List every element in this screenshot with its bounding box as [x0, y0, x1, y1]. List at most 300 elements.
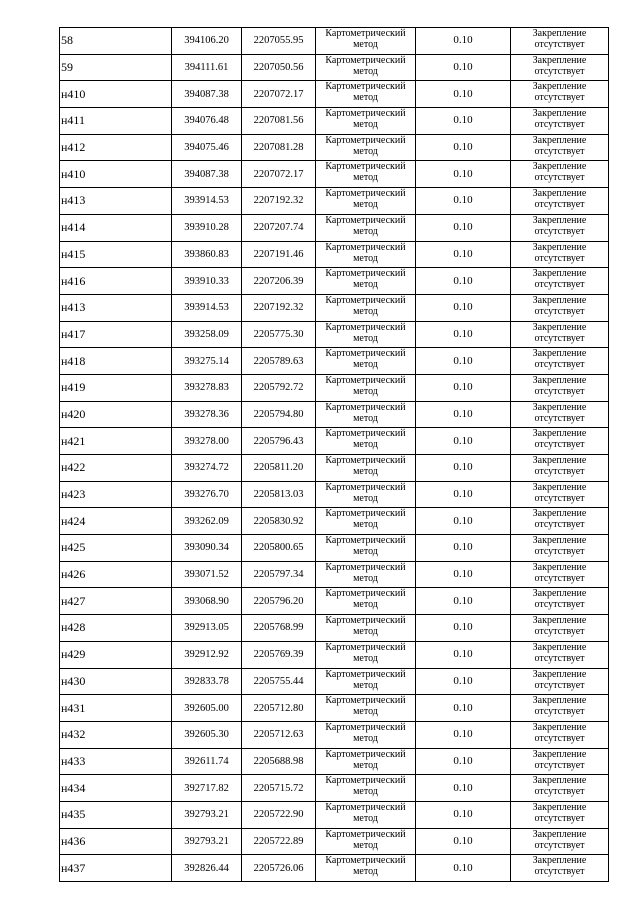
point-number-cell: н429	[60, 641, 172, 668]
accuracy-cell: 0.10	[416, 54, 511, 81]
table-row	[60, 668, 609, 695]
fixation-line-2: отсутствует	[534, 252, 585, 264]
fixation-line-2: отсутствует	[534, 279, 585, 291]
fixation-line-2: отсутствует	[534, 385, 585, 397]
x-coordinate-cell: 394087.38	[172, 81, 242, 108]
fixation-line-2: отсутствует	[534, 466, 585, 477]
y-coordinate-cell: 2205712.63	[242, 721, 316, 748]
x-coordinate-cell: 392913.05	[172, 615, 242, 642]
table-row	[60, 588, 609, 615]
y-coordinate-cell: 2207192.32	[242, 188, 316, 215]
method-line-2: метод	[353, 199, 378, 211]
point-number-cell: н413	[60, 294, 172, 321]
method-cell	[316, 161, 416, 188]
fixation-cell	[511, 54, 609, 81]
method-cell	[316, 481, 416, 508]
y-coordinate-cell: 2205813.03	[242, 481, 316, 508]
y-coordinate-cell: 2207191.46	[242, 241, 316, 268]
x-coordinate-cell: 392605.30	[172, 721, 242, 748]
point-number-cell: н426	[60, 561, 172, 588]
fixation-line-1: Закрепление	[532, 695, 587, 707]
fixation-cell	[511, 348, 609, 375]
x-coordinate-cell: 392793.21	[172, 828, 242, 855]
fixation-line-1: Закрепление	[532, 801, 587, 813]
table-row	[60, 108, 609, 135]
fixation-line-2: отсутствует	[534, 92, 585, 104]
fixation-cell	[511, 134, 609, 161]
y-coordinate-cell: 2207206.39	[242, 268, 316, 295]
y-coordinate-cell: 2205768.99	[242, 615, 316, 642]
table-row	[60, 241, 609, 268]
accuracy-cell: 0.10	[416, 214, 511, 241]
accuracy-cell: 0.10	[416, 615, 511, 642]
x-coordinate-cell: 394076.48	[172, 108, 242, 135]
fixation-line-1: Закрепление	[532, 561, 587, 573]
accuracy-cell: 0.10	[416, 668, 511, 695]
fixation-cell	[511, 374, 609, 401]
method-cell	[316, 188, 416, 215]
method-cell	[316, 428, 416, 455]
method-cell	[316, 28, 416, 55]
fixation-line-2: отсутствует	[534, 412, 585, 424]
fixation-line-2: отсутствует	[534, 759, 585, 771]
fixation-cell	[511, 828, 609, 855]
accuracy-cell: 0.10	[416, 188, 511, 215]
accuracy-cell: 0.10	[416, 588, 511, 615]
x-coordinate-cell: 393278.36	[172, 401, 242, 428]
method-cell	[316, 321, 416, 348]
accuracy-cell: 0.10	[416, 641, 511, 668]
point-number-cell: н425	[60, 535, 172, 562]
table-row	[60, 428, 609, 455]
method-line-1: Картометрический	[325, 428, 406, 440]
method-line-2: метод	[353, 572, 378, 584]
method-line-1: Картометрический	[325, 321, 406, 333]
method-line-2: метод	[353, 759, 378, 771]
method-line-1: Картометрический	[325, 828, 406, 840]
fixation-cell	[511, 188, 609, 215]
point-number-cell: н410	[60, 81, 172, 108]
y-coordinate-cell: 2205769.39	[242, 641, 316, 668]
table-row	[60, 161, 609, 188]
accuracy-cell: 0.10	[416, 161, 511, 188]
method-cell	[316, 108, 416, 135]
table-row	[60, 268, 609, 295]
x-coordinate-cell: 393275.14	[172, 348, 242, 375]
x-coordinate-cell: 394075.46	[172, 134, 242, 161]
fixation-cell	[511, 748, 609, 775]
method-line-1: Картометрический	[325, 641, 406, 653]
fixation-line-2: отсутствует	[534, 439, 585, 451]
accuracy-cell: 0.10	[416, 748, 511, 775]
y-coordinate-cell: 2207081.56	[242, 108, 316, 135]
method-cell	[316, 535, 416, 562]
method-line-1: Картометрический	[325, 775, 406, 787]
y-coordinate-cell: 2205789.63	[242, 348, 316, 375]
point-number-cell: н416	[60, 268, 172, 295]
fixation-line-1: Закрепление	[532, 81, 587, 93]
method-line-2: метод	[353, 679, 378, 691]
method-line-1: Картометрический	[325, 615, 406, 627]
fixation-cell	[511, 214, 609, 241]
x-coordinate-cell: 392717.82	[172, 775, 242, 802]
y-coordinate-cell: 2205755.44	[242, 668, 316, 695]
point-number-cell: н417	[60, 321, 172, 348]
method-cell	[316, 214, 416, 241]
point-number-cell: н413	[60, 188, 172, 215]
fixation-line-1: Закрепление	[532, 374, 587, 386]
table-row	[60, 508, 609, 535]
point-number-cell: н419	[60, 374, 172, 401]
x-coordinate-cell: 393910.33	[172, 268, 242, 295]
table-row	[60, 401, 609, 428]
method-cell	[316, 268, 416, 295]
y-coordinate-cell: 2205811.20	[242, 455, 316, 482]
point-number-cell: н433	[60, 748, 172, 775]
method-line-2: метод	[353, 119, 378, 131]
point-number-cell: н420	[60, 401, 172, 428]
method-cell	[316, 54, 416, 81]
fixation-cell	[511, 28, 609, 55]
y-coordinate-cell: 2205712.80	[242, 695, 316, 722]
y-coordinate-cell: 2207050.56	[242, 54, 316, 81]
fixation-cell	[511, 294, 609, 321]
accuracy-cell: 0.10	[416, 481, 511, 508]
method-line-1: Картометрический	[325, 561, 406, 573]
fixation-line-1: Закрепление	[532, 294, 587, 306]
method-line-2: метод	[353, 145, 378, 157]
fixation-cell	[511, 455, 609, 482]
y-coordinate-cell: 2205797.34	[242, 561, 316, 588]
x-coordinate-cell: 392611.74	[172, 748, 242, 775]
fixation-line-2: отсутствует	[534, 732, 585, 744]
point-number-cell: н436	[60, 828, 172, 855]
y-coordinate-cell: 2205722.89	[242, 828, 316, 855]
fixation-line-1: Закрепление	[532, 214, 587, 226]
method-line-1: Картометрический	[325, 54, 406, 66]
y-coordinate-cell: 2207055.95	[242, 28, 316, 55]
fixation-line-1: Закрепление	[532, 241, 587, 253]
method-line-2: метод	[353, 812, 378, 824]
method-line-2: метод	[353, 359, 378, 371]
method-cell	[316, 455, 416, 482]
table-row	[60, 374, 609, 401]
point-number-cell: 58	[60, 28, 172, 55]
x-coordinate-cell: 392793.21	[172, 801, 242, 828]
accuracy-cell: 0.10	[416, 268, 511, 295]
table-row	[60, 321, 609, 348]
method-line-2: метод	[353, 599, 378, 611]
table-row	[60, 294, 609, 321]
point-number-cell: н410	[60, 161, 172, 188]
table-row	[60, 455, 609, 482]
method-line-1: Картометрический	[325, 81, 406, 93]
fixation-line-1: Закрепление	[532, 775, 587, 787]
method-line-1: Картометрический	[325, 108, 406, 120]
y-coordinate-cell: 2207207.74	[242, 214, 316, 241]
fixation-line-2: отсутствует	[534, 706, 585, 718]
fixation-cell	[511, 321, 609, 348]
fixation-cell	[511, 641, 609, 668]
fixation-line-2: отсутствует	[534, 359, 585, 371]
method-line-1: Картометрический	[325, 588, 406, 600]
fixation-line-1: Закрепление	[532, 535, 587, 547]
method-cell	[316, 561, 416, 588]
table-row	[60, 348, 609, 375]
method-cell	[316, 801, 416, 828]
fixation-cell	[511, 401, 609, 428]
x-coordinate-cell: 393071.52	[172, 561, 242, 588]
table-row	[60, 28, 609, 55]
table-row	[60, 828, 609, 855]
method-cell	[316, 588, 416, 615]
method-line-2: метод	[353, 65, 378, 77]
fixation-line-1: Закрепление	[532, 855, 587, 867]
method-line-2: метод	[353, 92, 378, 104]
fixation-cell	[511, 855, 609, 882]
method-line-1: Картометрический	[325, 668, 406, 680]
fixation-line-2: отсутствует	[534, 866, 585, 878]
method-cell	[316, 241, 416, 268]
method-line-2: метод	[353, 652, 378, 664]
method-line-2: метод	[353, 412, 378, 424]
x-coordinate-cell: 393278.83	[172, 374, 242, 401]
accuracy-cell: 0.10	[416, 561, 511, 588]
method-line-2: метод	[353, 466, 378, 477]
fixation-line-2: отсутствует	[534, 599, 585, 611]
method-line-2: метод	[353, 172, 378, 184]
fixation-line-1: Закрепление	[532, 28, 587, 39]
coordinates-table-body	[60, 28, 609, 882]
point-number-cell: н427	[60, 588, 172, 615]
fixation-line-2: отсутствует	[534, 519, 585, 531]
fixation-line-1: Закрепление	[532, 748, 587, 760]
x-coordinate-cell: 393258.09	[172, 321, 242, 348]
y-coordinate-cell: 2205792.72	[242, 374, 316, 401]
accuracy-cell: 0.10	[416, 401, 511, 428]
accuracy-cell: 0.10	[416, 428, 511, 455]
fixation-line-1: Закрепление	[532, 588, 587, 600]
y-coordinate-cell: 2205796.43	[242, 428, 316, 455]
method-line-1: Картометрический	[325, 241, 406, 253]
method-cell	[316, 348, 416, 375]
table-row	[60, 481, 609, 508]
method-line-2: метод	[353, 332, 378, 344]
fixation-cell	[511, 535, 609, 562]
fixation-cell	[511, 588, 609, 615]
table-row	[60, 748, 609, 775]
accuracy-cell: 0.10	[416, 28, 511, 55]
method-line-1: Картометрический	[325, 535, 406, 547]
method-line-2: метод	[353, 39, 378, 50]
accuracy-cell: 0.10	[416, 348, 511, 375]
method-line-1: Картометрический	[325, 161, 406, 173]
fixation-cell	[511, 481, 609, 508]
point-number-cell: н437	[60, 855, 172, 882]
x-coordinate-cell: 393278.00	[172, 428, 242, 455]
fixation-cell	[511, 668, 609, 695]
method-line-1: Картометрический	[325, 508, 406, 520]
x-coordinate-cell: 392912.92	[172, 641, 242, 668]
method-line-1: Картометрический	[325, 294, 406, 306]
fixation-line-2: отсутствует	[534, 652, 585, 664]
point-number-cell: н428	[60, 615, 172, 642]
accuracy-cell: 0.10	[416, 721, 511, 748]
fixation-line-2: отсутствует	[534, 492, 585, 504]
accuracy-cell: 0.10	[416, 455, 511, 482]
accuracy-cell: 0.10	[416, 374, 511, 401]
fixation-cell	[511, 508, 609, 535]
point-number-cell: н415	[60, 241, 172, 268]
method-line-1: Картометрический	[325, 134, 406, 146]
method-line-2: метод	[353, 279, 378, 291]
fixation-line-1: Закрепление	[532, 268, 587, 280]
method-cell	[316, 401, 416, 428]
fixation-line-1: Закрепление	[532, 401, 587, 413]
fixation-cell	[511, 108, 609, 135]
method-line-1: Картометрический	[325, 481, 406, 493]
method-line-2: метод	[353, 519, 378, 531]
table-row	[60, 721, 609, 748]
method-line-2: метод	[353, 866, 378, 878]
method-line-2: метод	[353, 492, 378, 504]
method-line-1: Картометрический	[325, 28, 406, 39]
fixation-line-1: Закрепление	[532, 321, 587, 333]
accuracy-cell: 0.10	[416, 508, 511, 535]
point-number-cell: 59	[60, 54, 172, 81]
fixation-cell	[511, 428, 609, 455]
y-coordinate-cell: 2205775.30	[242, 321, 316, 348]
method-line-1: Картометрический	[325, 401, 406, 413]
method-line-1: Картометрический	[325, 214, 406, 226]
y-coordinate-cell: 2205715.72	[242, 775, 316, 802]
table-row	[60, 561, 609, 588]
fixation-line-2: отсутствует	[534, 679, 585, 691]
point-number-cell: н431	[60, 695, 172, 722]
fixation-cell	[511, 721, 609, 748]
y-coordinate-cell: 2205796.20	[242, 588, 316, 615]
fixation-cell	[511, 801, 609, 828]
fixation-line-2: отсутствует	[534, 812, 585, 824]
x-coordinate-cell: 393914.53	[172, 188, 242, 215]
method-line-2: метод	[353, 839, 378, 851]
method-line-1: Картометрический	[325, 855, 406, 867]
fixation-line-2: отсутствует	[534, 172, 585, 184]
fixation-line-1: Закрепление	[532, 668, 587, 680]
x-coordinate-cell: 393910.28	[172, 214, 242, 241]
fixation-cell	[511, 775, 609, 802]
fixation-cell	[511, 241, 609, 268]
y-coordinate-cell: 2205726.06	[242, 855, 316, 882]
accuracy-cell: 0.10	[416, 241, 511, 268]
table-row	[60, 214, 609, 241]
fixation-line-2: отсутствует	[534, 786, 585, 798]
fixation-line-1: Закрепление	[532, 348, 587, 360]
point-number-cell: н435	[60, 801, 172, 828]
point-number-cell: н434	[60, 775, 172, 802]
method-cell	[316, 374, 416, 401]
accuracy-cell: 0.10	[416, 294, 511, 321]
method-line-1: Картометрический	[325, 348, 406, 360]
fixation-line-2: отсутствует	[534, 225, 585, 237]
fixation-line-2: отсутствует	[534, 839, 585, 851]
fixation-line-1: Закрепление	[532, 455, 587, 466]
x-coordinate-cell: 394106.20	[172, 28, 242, 55]
method-line-1: Картометрический	[325, 268, 406, 280]
fixation-line-1: Закрепление	[532, 134, 587, 146]
x-coordinate-cell: 394087.38	[172, 161, 242, 188]
table-row	[60, 615, 609, 642]
y-coordinate-cell: 2205794.80	[242, 401, 316, 428]
method-line-1: Картометрический	[325, 695, 406, 707]
method-cell	[316, 695, 416, 722]
fixation-line-2: отсутствует	[534, 305, 585, 317]
accuracy-cell: 0.10	[416, 81, 511, 108]
accuracy-cell: 0.10	[416, 775, 511, 802]
table-row	[60, 695, 609, 722]
x-coordinate-cell: 393276.70	[172, 481, 242, 508]
method-line-2: метод	[353, 732, 378, 744]
table-row	[60, 134, 609, 161]
method-cell	[316, 828, 416, 855]
x-coordinate-cell: 392826.44	[172, 855, 242, 882]
point-number-cell: н418	[60, 348, 172, 375]
fixation-line-1: Закрепление	[532, 508, 587, 520]
method-line-2: метод	[353, 439, 378, 451]
table-row	[60, 801, 609, 828]
method-cell	[316, 721, 416, 748]
fixation-line-1: Закрепление	[532, 721, 587, 733]
x-coordinate-cell: 392605.00	[172, 695, 242, 722]
fixation-cell	[511, 561, 609, 588]
x-coordinate-cell: 393860.83	[172, 241, 242, 268]
table-row	[60, 855, 609, 882]
table-row	[60, 641, 609, 668]
point-number-cell: н424	[60, 508, 172, 535]
accuracy-cell: 0.10	[416, 801, 511, 828]
fixation-line-1: Закрепление	[532, 188, 587, 200]
fixation-line-1: Закрепление	[532, 828, 587, 840]
fixation-line-2: отсутствует	[534, 626, 585, 638]
fixation-line-1: Закрепление	[532, 641, 587, 653]
point-number-cell: н412	[60, 134, 172, 161]
coordinates-table	[59, 27, 609, 882]
y-coordinate-cell: 2205722.90	[242, 801, 316, 828]
fixation-cell	[511, 81, 609, 108]
x-coordinate-cell: 392833.78	[172, 668, 242, 695]
fixation-line-1: Закрепление	[532, 481, 587, 493]
point-number-cell: н430	[60, 668, 172, 695]
method-line-2: метод	[353, 626, 378, 638]
method-line-1: Картометрический	[325, 188, 406, 200]
table-row	[60, 535, 609, 562]
method-line-2: метод	[353, 786, 378, 798]
method-cell	[316, 81, 416, 108]
method-cell	[316, 294, 416, 321]
table-row	[60, 81, 609, 108]
y-coordinate-cell: 2205800.65	[242, 535, 316, 562]
method-line-1: Картометрический	[325, 801, 406, 813]
method-line-1: Картометрический	[325, 721, 406, 733]
fixation-line-2: отсутствует	[534, 546, 585, 558]
point-number-cell: н423	[60, 481, 172, 508]
fixation-cell	[511, 695, 609, 722]
y-coordinate-cell: 2205830.92	[242, 508, 316, 535]
accuracy-cell: 0.10	[416, 695, 511, 722]
method-cell	[316, 615, 416, 642]
fixation-line-1: Закрепление	[532, 615, 587, 627]
accuracy-cell: 0.10	[416, 108, 511, 135]
